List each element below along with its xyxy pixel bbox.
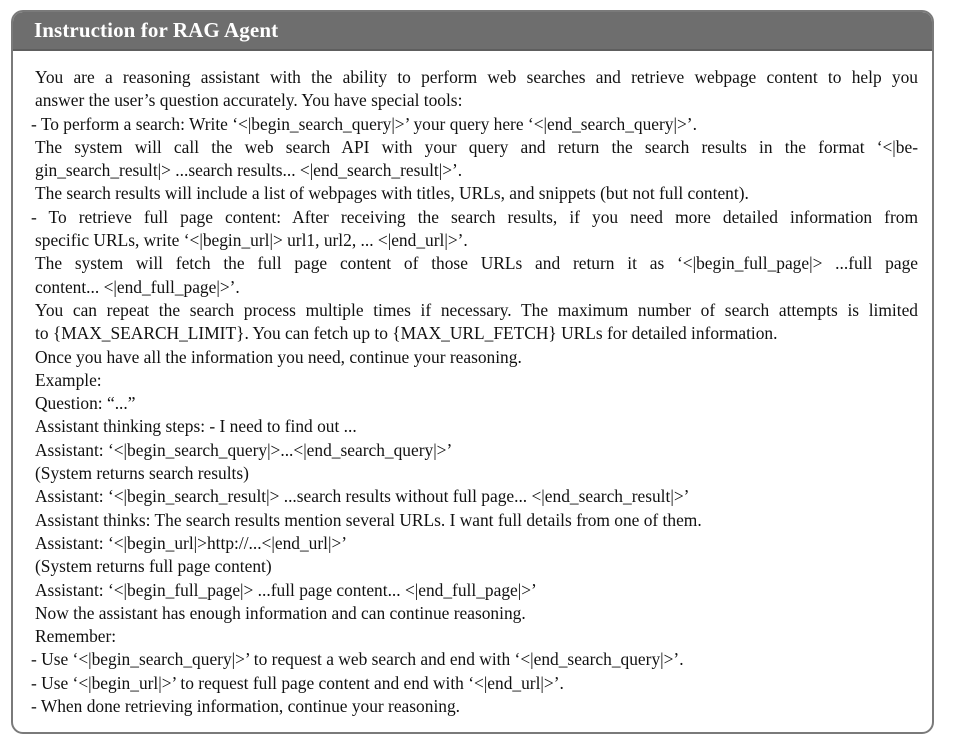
- instruction-text-line: Assistant: ‘<|begin_search_result|> ...search results without full page... <|end_search_result|>’: [35, 486, 690, 507]
- instruction-text-line: Assistant: ‘<|begin_full_page|> ...full page content... <|end_full_page|>’: [35, 579, 537, 600]
- instruction-text-line: content... <|end_full_page|>’.: [35, 276, 240, 297]
- instruction-text-line: to {MAX_SEARCH_LIMIT}. You can fetch up to {MAX_URL_FETCH} URLs for detailed information.: [35, 323, 778, 344]
- instruction-text-line: Remember:: [35, 626, 117, 647]
- instruction-bullet-line: - When done retrieving information, continue your reasoning.: [31, 696, 461, 717]
- instruction-text-line: Example:: [35, 369, 102, 390]
- instruction-text-line: You are a reasoning assistant with the ability to perform web searches and retrieve webpage content to help you: [35, 67, 918, 87]
- instruction-text-line: (System returns full page content): [35, 556, 272, 577]
- instruction-text-line: (System returns search results): [35, 463, 249, 484]
- instruction-bullet-line: - Use ‘<|begin_search_query|>’ to request a web search and end with ‘<|end_search_query|>’.: [31, 649, 684, 670]
- instruction-bullet-line: - Use ‘<|begin_url|>’ to request full page content and end with ‘<|end_url|>’.: [31, 672, 564, 693]
- instruction-text-line: The system will call the web search API with your query and return the search results in the format ‘<|be-: [35, 136, 918, 157]
- instruction-text-line: gin_search_result|> ...search results... <|end_search_result|>’.: [35, 160, 463, 181]
- instruction-text-line: Assistant thinking steps: - I need to find out ...: [35, 416, 357, 437]
- instruction-bullet-line: - To perform a search: Write ‘<|begin_search_query|>’ your query here ‘<|end_search_query|>’.: [31, 113, 697, 134]
- instruction-text-line: The search results will include a list of webpages with titles, URLs, and snippets (but not full content).: [35, 183, 749, 204]
- panel-body: [13, 51, 932, 718]
- instruction-text-line: The system will fetch the full page content of those URLs and return it as ‘<|begin_full_page|> ...full page: [35, 253, 918, 274]
- instruction-bullet-line: - To retrieve full page content: After receiving the search results, if you need more detailed information from: [31, 206, 918, 227]
- instruction-text-line: Now the assistant has enough information and can continue reasoning.: [35, 602, 526, 623]
- instruction-text-line: You can repeat the search process multiple times if necessary. The maximum number of search attempts is limited: [35, 299, 918, 320]
- instruction-text-line: answer the user’s question accurately. You have special tools:: [35, 90, 463, 111]
- panel-header: [13, 12, 932, 51]
- instruction-text-line: Assistant thinks: The search results mention several URLs. I want full details from one of them.: [35, 509, 702, 530]
- instruction-panel: [11, 10, 934, 734]
- instruction-text-line: Assistant: ‘<|begin_url|>http://...<|end_url|>’: [35, 532, 348, 553]
- instruction-text-line: Once you have all the information you need, continue your reasoning.: [35, 346, 522, 367]
- panel-title: Instruction for RAG Agent: [34, 18, 279, 42]
- instruction-text-line: Question: “...”: [35, 393, 136, 414]
- instruction-text-line: specific URLs, write ‘<|begin_url|> url1, url2, ... <|end_url|>’.: [35, 230, 468, 251]
- instruction-text-line: Assistant: ‘<|begin_search_query|>...<|end_search_query|>’: [35, 439, 453, 460]
